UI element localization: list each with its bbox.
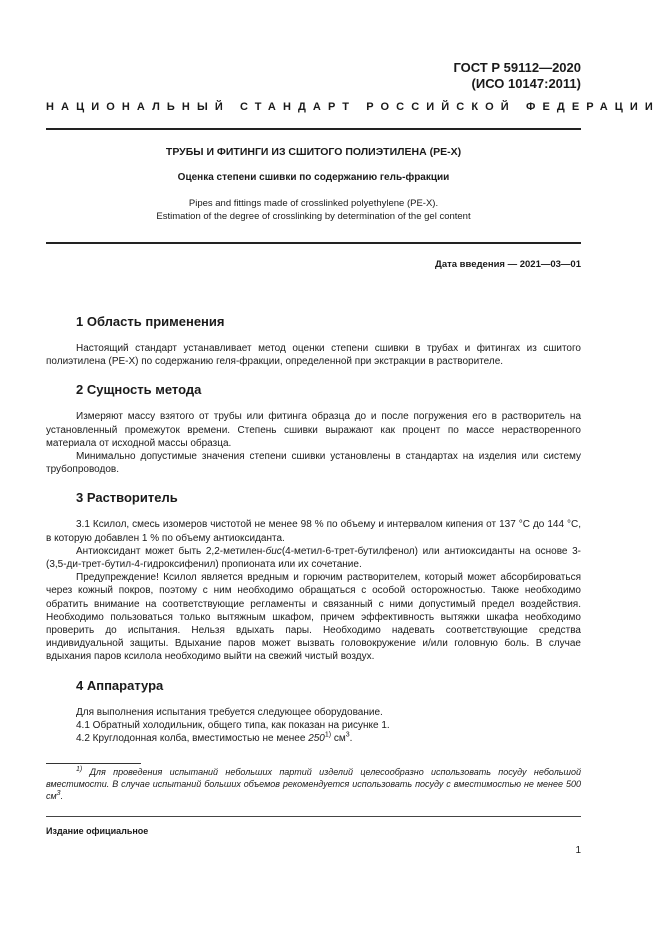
- section-heading: 4 Аппаратура: [76, 677, 164, 693]
- english-title-line-1: Pipes and fittings made of crosslinked polyethylene (PE-X).: [188, 198, 439, 209]
- text-run: .: [349, 733, 353, 745]
- paragraph: 4.1 Обратный холодильник, общего типа, как показан на рисунке 1.: [76, 719, 390, 731]
- document-title: ТРУБЫ И ФИТИНГИ ИЗ СШИТОГО ПОЛИЭТИЛЕНА (PE-X): [165, 146, 462, 158]
- paragraph: 3.1 Ксилол, смесь изомеров чистотой не менее 98 % по объему и интервалом кипения от 137 °С до 144 °С, в которую добавлен 1 % по объему антиоксиданта.: [46, 519, 581, 544]
- paragraph: [46, 545, 581, 571]
- paragraph: Минимально допустимые значения степени сшивки установлены в стандартах на изделия или систему трубопроводов.: [46, 451, 581, 476]
- title-rule: [46, 242, 581, 244]
- footnote-ref: 1): [324, 731, 332, 739]
- section-scope: [46, 314, 581, 368]
- text-run: (4-метил-6-трет-бутилфенол) или антиоксиданты на основе 3-(3,5-ди-трет-бутил-4-гидроксифенил) пропионата или их сочетание.: [46, 545, 582, 571]
- standard-code: ГОСТ Р 59112—2020: [453, 60, 581, 75]
- text-run: см: [331, 733, 346, 745]
- section-heading: 3 Растворитель: [76, 490, 178, 506]
- english-title-line-2: Estimation of the degree of crosslinking by determination of the gel content: [156, 211, 471, 222]
- header-rule: [46, 128, 581, 130]
- section-method-principle: [46, 382, 581, 476]
- page-number: 1: [575, 845, 581, 856]
- paragraph: Для выполнения испытания требуется следующее оборудование.: [76, 706, 383, 718]
- section-apparatus: [46, 678, 581, 746]
- introduction-date: Дата введения — 2021—03—01: [435, 259, 581, 270]
- edition-label: Издание официальное: [46, 826, 149, 836]
- footer-rule: [46, 816, 581, 817]
- footnote-text: Для проведения испытаний небольших партий изделий целесообразно использовать посуду небольшой вместимости. В случае испытаний больших объемов рекомендуется использовать посуду с вместимостью не менее 500 см: [46, 767, 581, 801]
- section-heading: 1 Область применения: [76, 314, 225, 329]
- standard-designation: [453, 60, 581, 92]
- text-run: Антиоксидант может быть 2,2-метилен-: [76, 545, 266, 557]
- text-run: 4.2 Круглодонная колба, вместимостью не менее: [76, 733, 309, 745]
- warning-paragraph: Предупреждение! Ксилол является вредным и горючим растворителем, который может абсорбироваться через кожный покров, поэтому с ним необходимо обращаться с особой осторожностью. Также необходимо обратить внимание на соответствующие регламенты и связанный с ними допустимый предел воздействия. Необходимо пользоваться только вытяжным шкафом, причем эффективность вытяжки шкафа необходимо проверить до испытания. Нельзя вдыхать пары. Необходимо надевать соответствующие средства индивидуальной защиты. Вдыхание паров может вызвать головокружение и/или головную боль. В случае вдыхания паров ксилола необходимо выйти на свежий чистый воздух.: [46, 572, 581, 663]
- document-subtitle: Оценка степени сшивки по содержанию гель-фракции: [177, 172, 450, 183]
- paragraph: Измеряют массу взятого от трубы или фитинга образца до и после погружения его в растворитель на установленный промежуток времени. Степень сшивки выражают как процент по массе нерастворенного материала от исходной массы образца.: [46, 411, 581, 449]
- unit-superscript: 3: [56, 790, 61, 797]
- italic-text: бис: [265, 545, 282, 557]
- italic-number: 250: [308, 733, 325, 745]
- national-standard-banner: НАЦИОНАЛЬНЫЙ СТАНДАРТ РОССИЙСКОЙ ФЕДЕРАЦИИ: [46, 101, 660, 113]
- footnote-rule: [46, 763, 141, 764]
- footnote: [46, 766, 581, 802]
- section-heading: 2 Сущность метода: [76, 382, 202, 398]
- unit-superscript: 3: [345, 731, 350, 739]
- text-run: .: [60, 791, 64, 801]
- iso-code: (ИСО 10147:2011): [471, 76, 581, 91]
- document-body: [46, 314, 581, 759]
- section-solvent: [46, 490, 581, 663]
- paragraph: Настоящий стандарт устанавливает метод оценки степени сшивки в трубах и фитингах из сшитого полиэтилена (PE-X) по содержанию геля-фракции, определенной при экстракции в растворителе.: [46, 343, 581, 368]
- footnote-mark: 1): [76, 766, 83, 773]
- paragraph: [46, 732, 581, 745]
- english-title: [46, 197, 581, 223]
